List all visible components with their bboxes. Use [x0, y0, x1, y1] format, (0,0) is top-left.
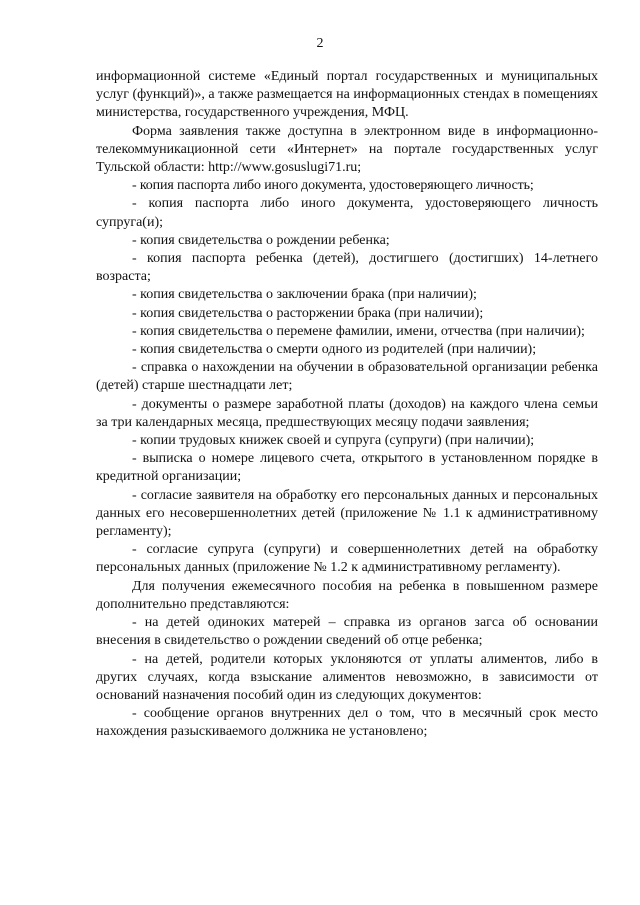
- list-item: - на детей, родители которых уклоняются от уплаты алиментов, либо в других случаях, когда взыскание алиментов невозможно, в зависимости от оснований назначения пособий один из следующих документов:: [96, 651, 598, 703]
- list-item: - копия свидетельства о смерти одного из родителей (при наличии);: [132, 342, 537, 358]
- list-item: - документы о размере заработной платы (доходов) на каждого члена семьи за три календарных месяца, предшествующих месяцу подачи заявления;: [96, 396, 598, 430]
- list-item: - копия свидетельства о расторжении брака (при наличии);: [132, 305, 484, 321]
- list-item: - копия свидетельства о перемене фамилии, имени, отчества (при наличии);: [132, 323, 585, 339]
- list-item: - копия паспорта ребенка (детей), достигшего (достигших) 14-летнего возраста;: [96, 251, 598, 285]
- list-item: - копии трудовых книжек своей и супруга (супруги) (при наличии);: [132, 433, 535, 449]
- list-item: - выписка о номере лицевого счета, открытого в установленном порядке в кредитной организации;: [96, 451, 598, 485]
- list-item: - сообщение органов внутренних дел о том, что в месячный срок место нахождения разыскиваемого должника не установлено;: [96, 706, 598, 740]
- list-item: - копия свидетельства о заключении брака (при наличии);: [132, 287, 477, 303]
- list-item: - на детей одиноких матерей – справка из органов загса об основании внесения в свидетельство о рождении сведений об отце ребенка;: [96, 615, 598, 649]
- paragraph-form-availability: Форма заявления также доступна в электронном виде в информационно-телекоммуникационной сети «Интернет» на портале государственных услуг Тульской области: http://www.gosuslugi71.ru;: [96, 123, 598, 176]
- page-number: 2: [316, 36, 324, 51]
- list-item: - копия паспорта либо иного документа, удостоверяющего личность супруга(и);: [96, 196, 598, 230]
- document-body: [96, 68, 598, 742]
- list-item: - согласие заявителя на обработку его персональных данных и персональных данных его несовершеннолетних детей (приложение № 1.1 к административному регламенту);: [96, 487, 598, 540]
- paragraph-increased-benefit: Для получения ежемесячного пособия на ребенка в повышенном размере дополнительно представляются:: [96, 578, 598, 612]
- paragraph-portal-continuation: информационной системе «Единый портал государственных и муниципальных услуг (функций)», а также размещается на информационных стендах в помещениях министерства, государственного учреждения, МФЦ.: [96, 69, 598, 121]
- list-item: - согласие супруга (супруги) и совершеннолетних детей на обработку персональных данных (приложение № 1.2 к административному регламенту).: [96, 542, 598, 576]
- list-item: - копия паспорта либо иного документа, удостоверяющего личность;: [132, 178, 534, 194]
- list-item: - копия свидетельства о рождении ребенка;: [132, 232, 390, 248]
- list-item: - справка о нахождении на обучении в образовательной организации ребенка (детей) старше шестнадцати лет;: [96, 360, 598, 394]
